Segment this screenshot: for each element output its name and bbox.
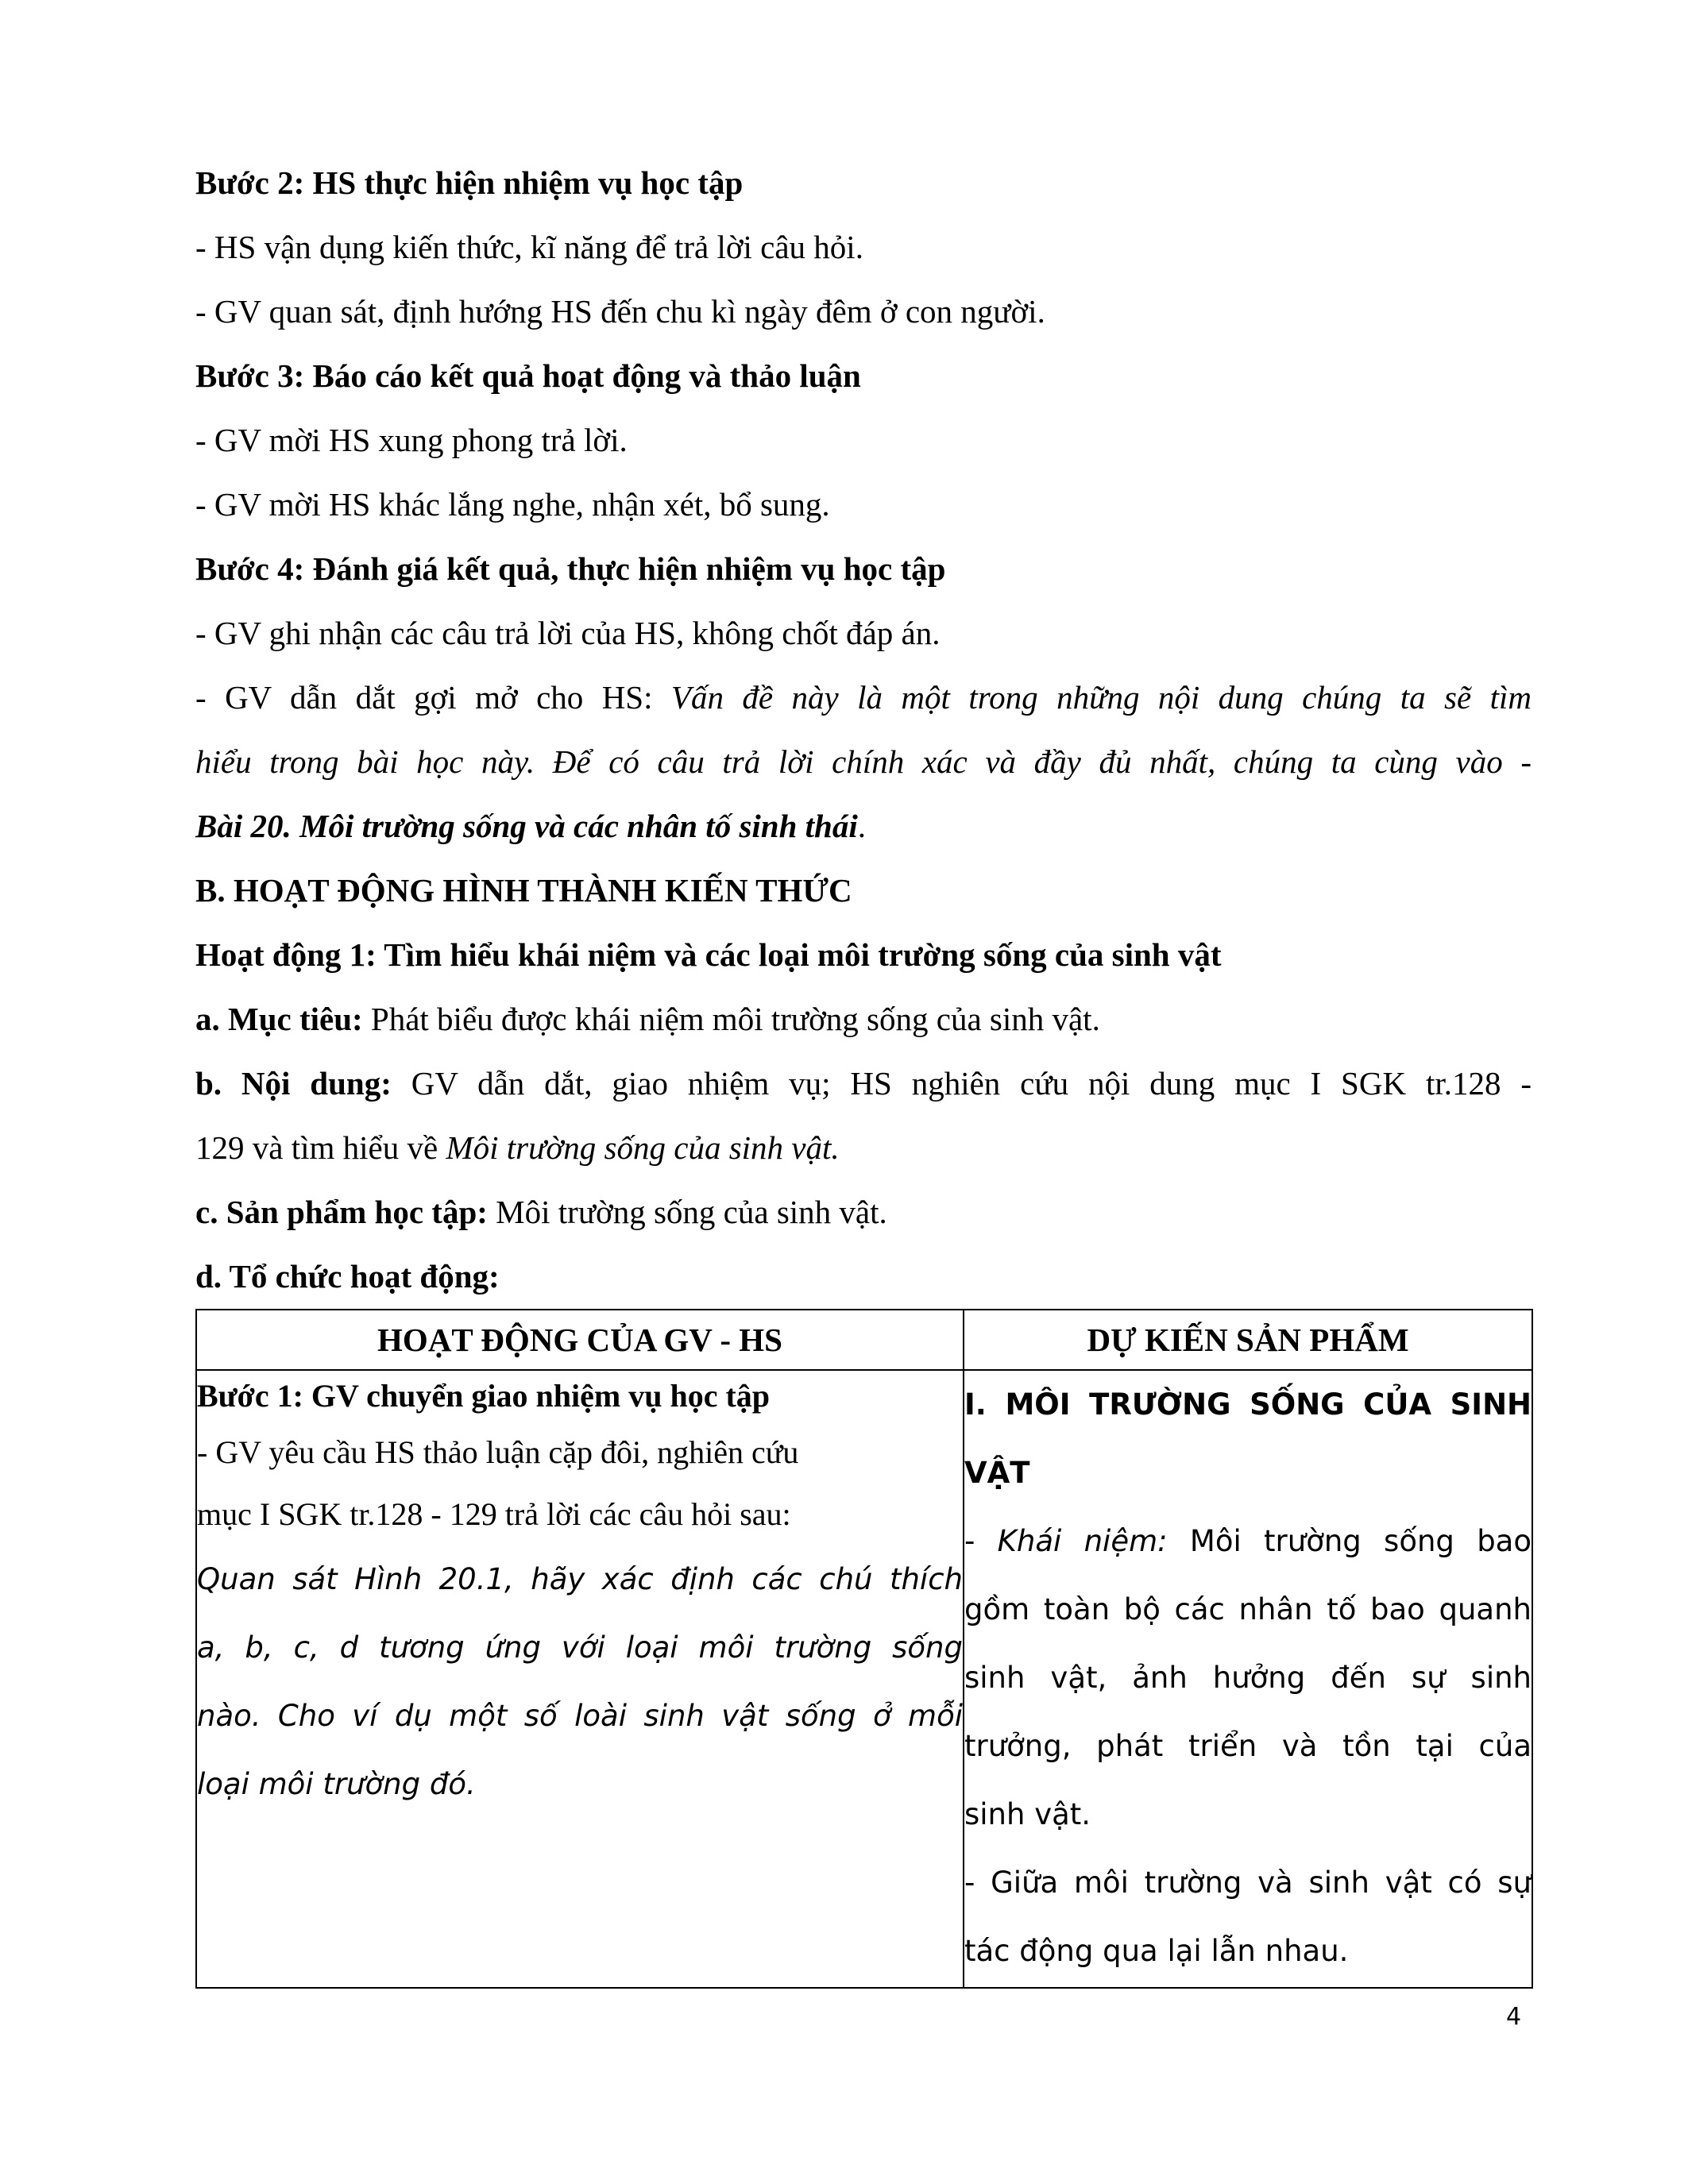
table-header-left: HOẠT ĐỘNG CỦA GV - HS [196, 1310, 964, 1370]
paragraph: - GV ghi nhận các câu trả lời của HS, không chốt đáp án. [195, 615, 941, 651]
product: c. Sản phẩm học tập: Môi trường sống của sinh vật. [195, 1194, 887, 1230]
cell-step1-heading: Bước 1: GV chuyển giao nhiệm vụ học tập [197, 1378, 771, 1414]
paragraph: - GV mời HS khác lắng nghe, nhận xét, bổ sung. [195, 486, 830, 523]
section-heading: B. HOẠT ĐỘNG HÌNH THÀNH KIẾN THỨC [195, 872, 852, 909]
paragraph: hiểu trong bài học này. Để có câu trả lời chính xác và đầy đủ nhất, chúng ta cùng vào - [195, 743, 1532, 780]
paragraph: - HS vận dụng kiến thức, kĩ năng để trả lời câu hỏi. [195, 229, 863, 265]
cell-text: tác động qua lại lẫn nhau. [964, 1934, 1349, 1968]
table-header-right: DỰ KIẾN SẢN PHẨM [964, 1310, 1532, 1370]
cell-text: - Giữa môi trường và sinh vật có sự [964, 1866, 1532, 1900]
table-header-row [196, 1310, 1532, 1370]
paragraph: - GV dẫn dắt gợi mở cho HS: Vấn đề này là một trong những nội dung chúng ta sẽ tìm [195, 679, 1532, 716]
activity-heading: Hoạt động 1: Tìm hiểu khái niệm và các loại môi trường sống của sinh vật [195, 936, 1222, 973]
activity-table [195, 1309, 1533, 1989]
step4-heading: Bước 4: Đánh giá kết quả, thực hiện nhiệm vụ học tập [195, 550, 946, 587]
cell-question: nào. Cho ví dụ một số loài sinh vật sống ở mỗi [197, 1699, 963, 1733]
step3-heading: Bước 3: Báo cáo kết quả hoạt động và thảo luận [195, 357, 861, 394]
cell-text: - Khái niệm: Môi trường sống bao [964, 1524, 1532, 1558]
content-continued: 129 và tìm hiểu về Môi trường sống của sinh vật. [195, 1129, 840, 1166]
table-cell-left [196, 1370, 964, 1988]
cell-text: - GV yêu cầu HS thảo luận cặp đôi, nghiên cứu [197, 1434, 799, 1470]
organization-heading: d. Tổ chức hoạt động: [195, 1258, 500, 1295]
table-cell-right [964, 1370, 1532, 1988]
cell-text: mục I SGK tr.128 - 129 trả lời các câu hỏi sau: [197, 1496, 791, 1532]
cell-section-title: VẬT [964, 1456, 1030, 1490]
cell-question: Quan sát Hình 20.1, hãy xác định các chú thích [197, 1562, 963, 1596]
lesson-title: Bài 20. Môi trường sống và các nhân tố sinh thái. [195, 808, 866, 844]
content: b. Nội dung: GV dẫn dắt, giao nhiệm vụ; HS nghiên cứu nội dung mục I SGK tr.128 - [195, 1065, 1532, 1102]
cell-text: sinh vật, ảnh hưởng đến sự sinh [964, 1661, 1532, 1695]
paragraph: - GV quan sát, định hướng HS đến chu kì ngày đêm ở con người. [195, 293, 1045, 330]
cell-text: trưởng, phát triển và tồn tại của [964, 1729, 1532, 1763]
cell-text: gồm toàn bộ các nhân tố bao quanh [964, 1592, 1532, 1626]
table-row [196, 1370, 1532, 1988]
cell-text: sinh vật. [964, 1797, 1091, 1831]
step2-heading: Bước 2: HS thực hiện nhiệm vụ học tập [195, 164, 744, 201]
cell-section-title: I. MÔI TRƯỜNG SỐNG CỦA SINH [964, 1387, 1532, 1422]
paragraph: - GV mời HS xung phong trả lời. [195, 422, 628, 458]
cell-question: loại môi trường đó. [197, 1767, 476, 1801]
objective: a. Mục tiêu: Phát biểu được khái niệm môi trường sống của sinh vật. [195, 1001, 1100, 1037]
page-number: 4 [1506, 2003, 1522, 2031]
document-body [195, 151, 1532, 1309]
cell-question: a, b, c, d tương ứng với loại môi trường sống [197, 1630, 963, 1665]
